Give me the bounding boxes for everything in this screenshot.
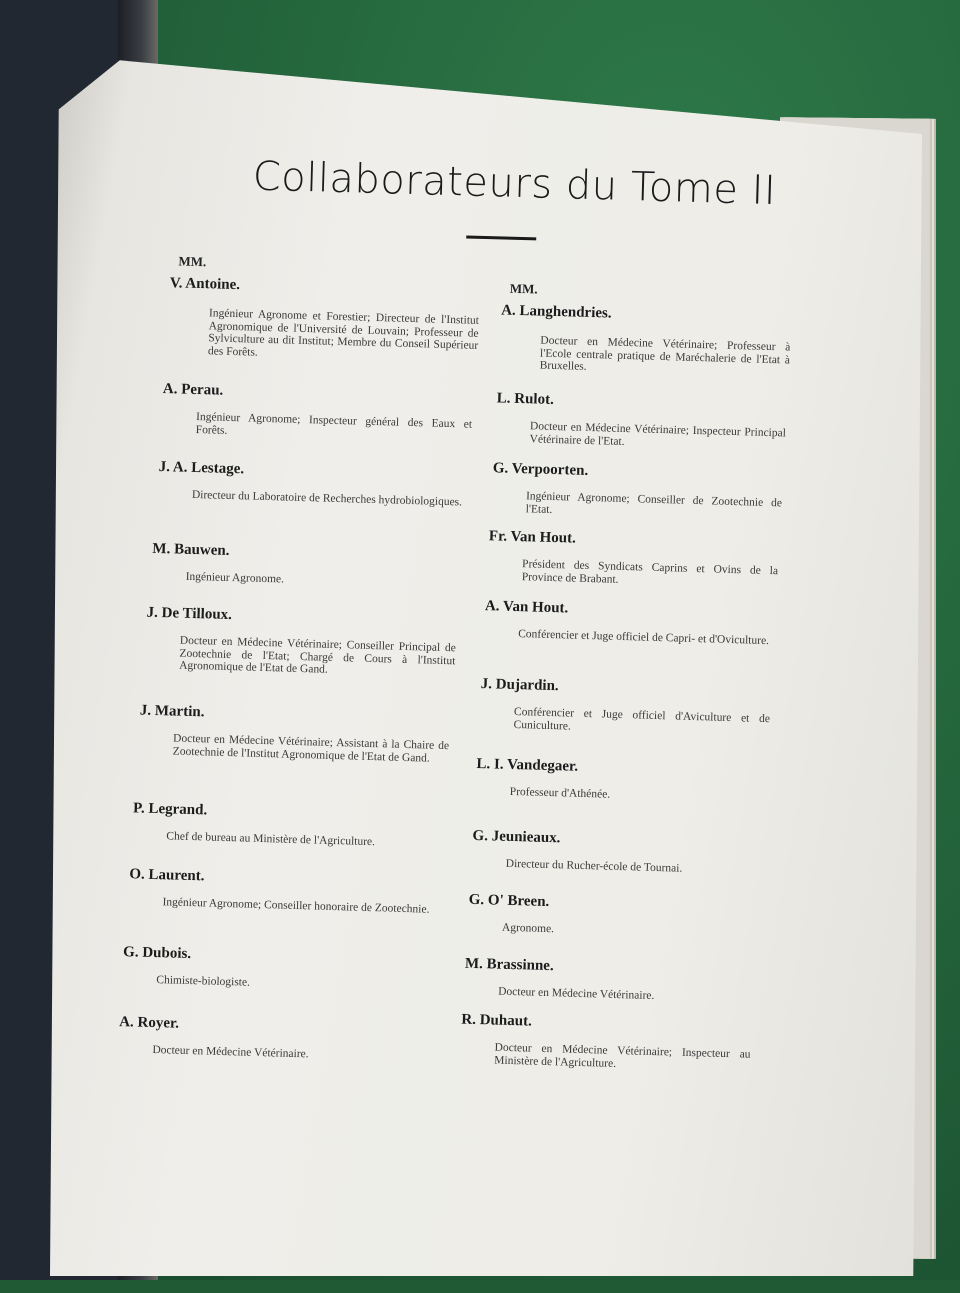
collaborator-name: P. Legrand. [132, 800, 208, 819]
collaborator-entry [122, 944, 433, 994]
title-underline [466, 235, 536, 240]
collaborator-entry [464, 956, 755, 1006]
collaborator-name: J. De Tilloux. [146, 604, 233, 624]
left-salutation: MM. [178, 253, 207, 270]
collaborator-entry [495, 390, 786, 452]
collaborator-description: Docteur en Médecine Vétérinaire; Inspecteur au Ministère de l'Agriculture. [494, 1041, 751, 1070]
collaborator-entry [162, 381, 473, 444]
collaborator-entry [476, 756, 767, 806]
collaborator-description: Conférencier et Juge officiel de Capri- et d'Oviculture. [518, 628, 770, 648]
collaborator-description: Conférencier et Juge officiel d'Aviculture et de Cuniculture. [513, 705, 771, 733]
collaborator-name: G. O' Breen. [468, 891, 550, 911]
collaborator-name: G. Jeunieaux. [472, 827, 561, 847]
collaborator-name: L. Rulot. [496, 390, 555, 408]
collaborator-entry [460, 1012, 751, 1074]
collaborator-name: V. Antoine. [169, 275, 241, 294]
collaborator-name: Fr. Van Hout. [488, 528, 577, 547]
collaborator-entry [479, 676, 770, 738]
collaborator-description: Ingénieur Agronome; Conseiller de Zootechnie de l'Etat. [525, 490, 783, 516]
collaborator-name: A. Perau. [162, 381, 224, 399]
collaborator-description: Professeur d'Athénée. [509, 785, 611, 801]
collaborator-description: Ingénieur Agronome; Inspecteur général des Eaux et Forêts. [195, 410, 473, 437]
collaborator-description: Ingénieur Agronome. [185, 570, 285, 586]
collaborator-entry [145, 605, 457, 680]
collaborator-name: L. I. Vandegaer. [476, 755, 579, 775]
collaborator-name: A. Van Hout. [484, 598, 569, 617]
collaborator-description: Ingénieur Agronome; Conseiller honoraire de Zootechnie. [162, 896, 430, 916]
collaborator-entry [468, 892, 759, 942]
collaborator-name: R. Duhaut. [461, 1011, 533, 1030]
collaborator-description: Agronome. [501, 921, 555, 936]
collaborator-description: Chimiste-biologiste. [156, 974, 251, 989]
collaborator-entry [484, 598, 775, 648]
collaborator-name: M. Bauwen. [152, 540, 230, 559]
collaborator-description: Président des Syndicats Caprins et Ovins de la Province de Brabant. [521, 558, 779, 586]
collaborator-entry [132, 800, 443, 850]
collaborator-entry [158, 459, 469, 509]
collaborator-name: O. Laurent. [129, 866, 205, 885]
collaborator-entry [151, 541, 462, 591]
right-column [461, 302, 791, 1070]
collaborator-name: G. Dubois. [122, 944, 192, 963]
collaborator-entry [168, 275, 480, 365]
collaborator-entry [139, 703, 450, 766]
page-title: Collaborateurs du Tome II [252, 153, 777, 215]
collaborator-name: G. Verpoorten. [492, 460, 589, 479]
collaborator-description: Docteur en Médecine Vétérinaire. [152, 1044, 309, 1061]
collaborator-name: M. Brassinne. [464, 955, 554, 975]
collaborator-name: A. Langhendries. [500, 302, 612, 322]
collaborator-description: Docteur en Médecine Vétérinaire; Inspecteur Principal Vétérinaire de l'Etat. [529, 420, 787, 448]
collaborator-entry [118, 1014, 429, 1064]
collaborator-entry [488, 528, 779, 590]
collaborator-description: Docteur en Médecine Vétérinaire; Assistant à la Chaire de Zootechnie de l'Institut Agronomique de l'Etat de Gand. [172, 732, 450, 765]
left-column [118, 275, 480, 1061]
collaborator-description: Docteur en Médecine Vétérinaire; Conseiller Principal de Zootechnie de l'Etat; Chargé de Cours à l'Institut Agronomique de l'Etat de Gand. [179, 634, 456, 676]
collaborator-entry [500, 302, 792, 379]
collaborator-name: A. Royer. [118, 1014, 180, 1032]
collaborator-entry [128, 866, 439, 916]
collaborator-description: Ingénieur Agronome et Forestier; Directeur de l'Institut Agronomique de l'Université de Louvain; Professeur de Sylviculture au dit Institut; Membre du Conseil Supérieur des Forêts. [207, 307, 480, 359]
collaborator-entry [492, 460, 783, 522]
collaborator-description: Docteur en Médecine Vétérinaire; Professeur à l'Ecole centrale pratique de Maréchalerie de l'Etat à Bruxelles. [539, 334, 791, 373]
collaborator-name: J. Martin. [139, 702, 205, 721]
collaborator-description: Directeur du Laboratoire de Recherches hydrobiologiques. [191, 488, 463, 509]
collaborator-description: Directeur du Rucher-école de Tournai. [505, 857, 683, 875]
right-salutation: MM. [509, 280, 538, 297]
collaborator-name: J. A. Lestage. [158, 458, 245, 478]
collaborator-entry [472, 828, 763, 878]
collaborator-description: Chef de bureau au Ministère de l'Agriculture. [166, 830, 376, 849]
collaborator-name: J. Dujardin. [480, 676, 559, 695]
collaborator-description: Docteur en Médecine Vétérinaire. [498, 985, 655, 1003]
